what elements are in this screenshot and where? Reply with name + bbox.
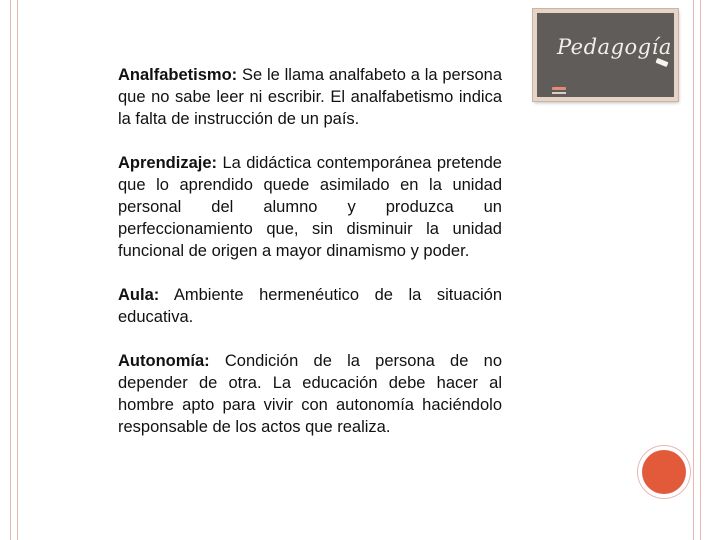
glossary-term: Aprendizaje:	[118, 154, 218, 172]
glossary-entry-aprendizaje	[118, 152, 502, 262]
glossary-entry-aula	[118, 284, 502, 328]
left-frame-line	[10, 0, 11, 540]
glossary-entry-analfabetismo	[118, 64, 502, 130]
eraser-base-icon	[552, 92, 566, 94]
decorative-circle	[642, 450, 686, 494]
glossary-definition: Condición de la persona de no depender de otra. La educación debe hacer al hombre apto para vivir con autonomía haciéndolo responsable de los actos que realiza.	[118, 352, 502, 436]
glossary-content	[118, 64, 502, 460]
left-frame-line-inner	[17, 0, 18, 540]
right-frame-line-outer	[700, 0, 701, 540]
glossary-definition: La didáctica contemporánea pretende que lo aprendido quede asimilado en la unidad personal del alumno y produzca un perfeccionamiento que, sin disminuir la unidad funcional de origen a mayor dinamismo y poder.	[118, 154, 502, 260]
chalkboard-title: Pedagogía	[557, 35, 672, 59]
right-frame-line	[693, 0, 694, 540]
chalk-icon	[656, 58, 669, 67]
glossary-entry-autonomia	[118, 350, 502, 438]
glossary-term: Aula:	[118, 286, 160, 304]
glossary-definition: Se le llama analfabeto a la persona que no sabe leer ni escribir. El analfabetismo indica la falta de instrucción de un país.	[118, 66, 502, 128]
glossary-definition: Ambiente hermenéutico de la situación educativa.	[118, 286, 502, 326]
eraser-icon	[552, 87, 566, 90]
chalkboard-logo	[533, 9, 678, 101]
glossary-term: Autonomía:	[118, 352, 210, 370]
glossary-term: Analfabetismo:	[118, 66, 238, 84]
